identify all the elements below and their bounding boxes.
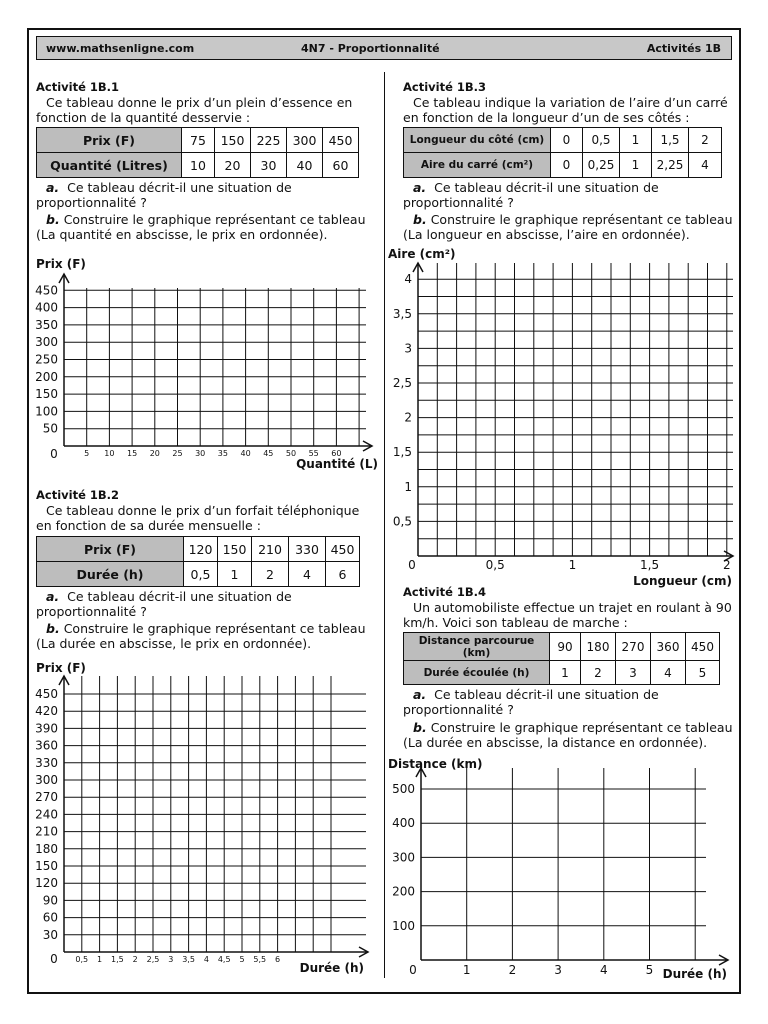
table-cell: 1,5 (652, 128, 689, 153)
y-tick-label: 450 (35, 687, 58, 701)
x-tick-label: 2,5 (146, 955, 160, 964)
y-tick-label: 330 (35, 755, 58, 770)
x-tick-label: 35 (217, 449, 228, 458)
y-tick-label: 300 (392, 850, 415, 865)
act2-graph (35, 661, 368, 975)
question-marker: b. (46, 212, 60, 227)
table-cell: 0,5 (184, 562, 218, 587)
activity-title: Activité 1B.2 (36, 488, 120, 502)
x-tick-label: 20 (149, 449, 160, 458)
y-axis-label: Aire (cm²) (388, 247, 456, 261)
x-tick-label: 5 (645, 963, 654, 977)
intro-line: km/h. Voici son tableau de marche : (403, 615, 628, 630)
x-tick-label: 5 (239, 955, 245, 964)
table-cell: 0 (551, 128, 583, 153)
y-tick-label: 0,5 (392, 514, 412, 529)
table-cell: 20 (215, 153, 251, 178)
table-cell: 180 (581, 633, 616, 661)
table-cell: 0,5 (583, 128, 620, 153)
row-label: Aire du carré (cm²) (404, 153, 551, 178)
x-tick-label: 40 (240, 449, 251, 458)
y-tick-label: 270 (35, 790, 58, 805)
x-tick-label: 4,5 (217, 955, 231, 964)
x-tick-label: 30 (195, 449, 206, 458)
question-marker: a. (46, 589, 60, 604)
activity-title: Activité 1B.4 (403, 585, 487, 599)
intro-line: Ce tableau donne le prix d’un plein d’essence en (46, 95, 353, 110)
table-cell: 4 (689, 153, 722, 178)
question-marker: b. (413, 212, 427, 227)
y-tick-label: 60 (42, 910, 58, 925)
intro-line: Un automobiliste effectue un trajet en roulant à 90 (413, 600, 732, 615)
question-line: proportionnalité ? (36, 195, 147, 210)
x-tick-label: 55 (308, 449, 319, 458)
y-axis-label: Prix (F) (36, 661, 86, 675)
y-tick-label: 150 (35, 859, 58, 873)
x-tick-label: 4 (599, 963, 608, 977)
table-cell: 0,25 (583, 153, 620, 178)
row-label: Distance parcourue (km) (404, 633, 550, 661)
question-line: (La longueur en abscisse, l’aire en ordonnée). (403, 227, 690, 242)
x-tick-label: 50 (285, 449, 297, 458)
table-cell: 60 (323, 153, 359, 178)
x-axis-label: Durée (h) (662, 967, 727, 981)
question-text: Ce tableau décrit-il une situation de (434, 180, 659, 195)
table-cell: 150 (215, 128, 251, 153)
y-tick-label: 100 (392, 918, 415, 933)
table-cell: 450 (326, 537, 360, 562)
table-cell: 5 (686, 661, 720, 685)
table-cell: 330 (289, 537, 326, 562)
site-url[interactable]: www.mathsenligne.com (46, 42, 195, 55)
row-label: Prix (F) (37, 537, 184, 562)
y-tick-label: 150 (35, 387, 58, 402)
x-tick-label: 2 (132, 955, 138, 964)
table-cell: 75 (182, 128, 215, 153)
x-tick-label: 2 (722, 558, 731, 572)
act3-graph (388, 247, 733, 588)
y-tick-label: 50 (42, 421, 58, 436)
y-tick-label: 3 (404, 341, 412, 356)
question-text: Construire le graphique représentant ce tableau (63, 212, 366, 227)
table-cell: 2 (581, 661, 616, 685)
x-tick-label: 25 (172, 449, 183, 458)
chapter-code: 4N7 - Proportionnalité (301, 42, 440, 55)
table-cell: 450 (323, 128, 359, 153)
table-cell: 120 (184, 537, 218, 562)
y-tick-label: 180 (35, 841, 58, 856)
question-line: proportionnalité ? (403, 702, 514, 717)
y-tick-label: 300 (35, 335, 58, 350)
act1-graph (35, 257, 378, 471)
table-cell: 90 (550, 633, 581, 661)
y-tick-label: 30 (42, 927, 58, 942)
activities-title: Activités 1B (646, 42, 721, 55)
y-tick-label: 300 (35, 773, 58, 787)
question-text: Ce tableau décrit-il une situation de (434, 687, 659, 702)
y-tick-label: 420 (35, 704, 58, 719)
table-cell: 3 (616, 661, 651, 685)
table-cell: 40 (287, 153, 323, 178)
y-tick-label: 1 (404, 479, 412, 494)
question-line: proportionnalité ? (36, 604, 147, 619)
question-text: Ce tableau décrit-il une situation de (67, 589, 292, 604)
question-marker: a. (413, 687, 427, 702)
question-marker: a. (413, 180, 427, 195)
intro-line: fonction de la quantité desservie : (36, 110, 251, 125)
question-marker: a. (46, 180, 60, 195)
intro-line: Ce tableau donne le prix d’un forfait téléphonique (46, 503, 360, 518)
question-marker: b. (413, 720, 427, 735)
x-axis-label: Durée (h) (299, 961, 364, 975)
table-cell: 1 (550, 661, 581, 685)
y-axis-label: Prix (F) (36, 257, 86, 271)
table-cell: 30 (251, 153, 287, 178)
x-tick-label: 60 (331, 449, 342, 458)
origin-label: 0 (408, 558, 416, 572)
row-label: Prix (F) (37, 128, 182, 153)
row-label: Longueur du côté (cm) (404, 128, 551, 153)
y-tick-label: 3,5 (392, 306, 412, 321)
question-marker: b. (46, 621, 60, 636)
x-tick-label: 5 (84, 449, 90, 458)
table-cell: 1 (620, 128, 652, 153)
x-tick-label: 1,5 (640, 558, 660, 572)
table-cell: 210 (252, 537, 289, 562)
y-tick-label: 210 (35, 824, 58, 839)
x-tick-label: 0,5 (75, 955, 89, 964)
y-tick-label: 450 (35, 283, 58, 298)
y-tick-label: 360 (35, 738, 58, 753)
question-line: (La quantité en abscisse, le prix en ordonnée). (36, 227, 328, 242)
table-cell: 270 (616, 633, 651, 661)
table-cell: 450 (686, 633, 720, 661)
x-tick-label: 0,5 (485, 558, 505, 572)
y-tick-label: 240 (35, 807, 58, 822)
table-cell: 300 (287, 128, 323, 153)
activity-title: Activité 1B.1 (36, 80, 120, 94)
y-tick-label: 500 (392, 782, 415, 796)
x-tick-label: 1 (568, 558, 577, 572)
y-tick-label: 90 (42, 893, 58, 908)
y-tick-label: 400 (392, 816, 415, 831)
x-tick-label: 3 (554, 963, 562, 977)
x-tick-label: 1,5 (111, 955, 124, 964)
table-cell: 225 (251, 128, 287, 153)
question-line: proportionnalité ? (403, 195, 514, 210)
question-line: (La durée en abscisse, le prix en ordonnée). (36, 636, 312, 651)
x-tick-label: 6 (275, 955, 281, 964)
question-text: Construire le graphique représentant ce tableau (430, 212, 733, 227)
table-cell: 1 (620, 153, 652, 178)
y-tick-label: 2,5 (392, 376, 412, 390)
y-tick-label: 100 (35, 404, 58, 419)
x-tick-label: 3,5 (182, 955, 195, 964)
intro-line: Ce tableau indique la variation de l’aire d’un carré (413, 95, 728, 110)
intro-line: en fonction de la longueur d’un de ses côtés : (403, 110, 690, 125)
x-tick-label: 10 (104, 449, 115, 458)
y-tick-label: 200 (35, 369, 58, 384)
row-label: Durée écoulée (h) (404, 661, 550, 685)
y-tick-label: 1,5 (392, 445, 412, 460)
x-tick-label: 2 (508, 963, 517, 977)
table-cell: 150 (218, 537, 252, 562)
y-tick-label: 200 (392, 884, 415, 899)
y-tick-label: 350 (35, 317, 58, 332)
table-cell: 6 (326, 562, 360, 587)
question-text: Ce tableau décrit-il une situation de (67, 180, 292, 195)
question-text: Construire le graphique représentant ce tableau (430, 720, 733, 735)
x-tick-label: 15 (127, 449, 138, 458)
table-cell: 2,25 (652, 153, 689, 178)
x-tick-label: 3 (168, 955, 174, 964)
y-axis-label: Distance (km) (388, 757, 483, 771)
table-cell: 2 (689, 128, 722, 153)
question-line: (La durée en abscisse, la distance en ordonnée). (403, 735, 708, 750)
y-tick-label: 400 (35, 300, 58, 315)
x-axis-label: Quantité (L) (296, 457, 378, 471)
y-tick-label: 4 (404, 272, 412, 287)
y-tick-label: 120 (35, 876, 58, 891)
x-tick-label: 5,5 (253, 955, 267, 964)
origin-label: 0 (409, 963, 417, 977)
table-cell: 2 (252, 562, 289, 587)
intro-line: en fonction de sa durée mensuelle : (36, 518, 261, 533)
question-text: Construire le graphique représentant ce tableau (63, 621, 366, 636)
table-cell: 1 (218, 562, 252, 587)
x-axis-label: Longueur (cm) (633, 574, 732, 588)
table-cell: 0 (551, 153, 583, 178)
row-label: Durée (h) (37, 562, 184, 587)
x-tick-label: 45 (263, 449, 274, 458)
table-cell: 360 (651, 633, 686, 661)
act4-graph (388, 757, 728, 981)
row-label: Quantité (Litres) (37, 153, 182, 178)
activity-title: Activité 1B.3 (403, 80, 487, 94)
table-cell: 4 (289, 562, 326, 587)
x-tick-label: 1 (97, 955, 103, 964)
origin-label: 0 (50, 952, 58, 966)
x-tick-label: 4 (203, 955, 209, 964)
y-tick-label: 250 (35, 352, 58, 367)
x-tick-label: 1 (462, 963, 471, 977)
origin-label: 0 (50, 447, 58, 461)
table-cell: 4 (651, 661, 686, 685)
y-tick-label: 2 (404, 410, 412, 425)
y-tick-label: 390 (35, 721, 58, 736)
table-cell: 10 (182, 153, 215, 178)
